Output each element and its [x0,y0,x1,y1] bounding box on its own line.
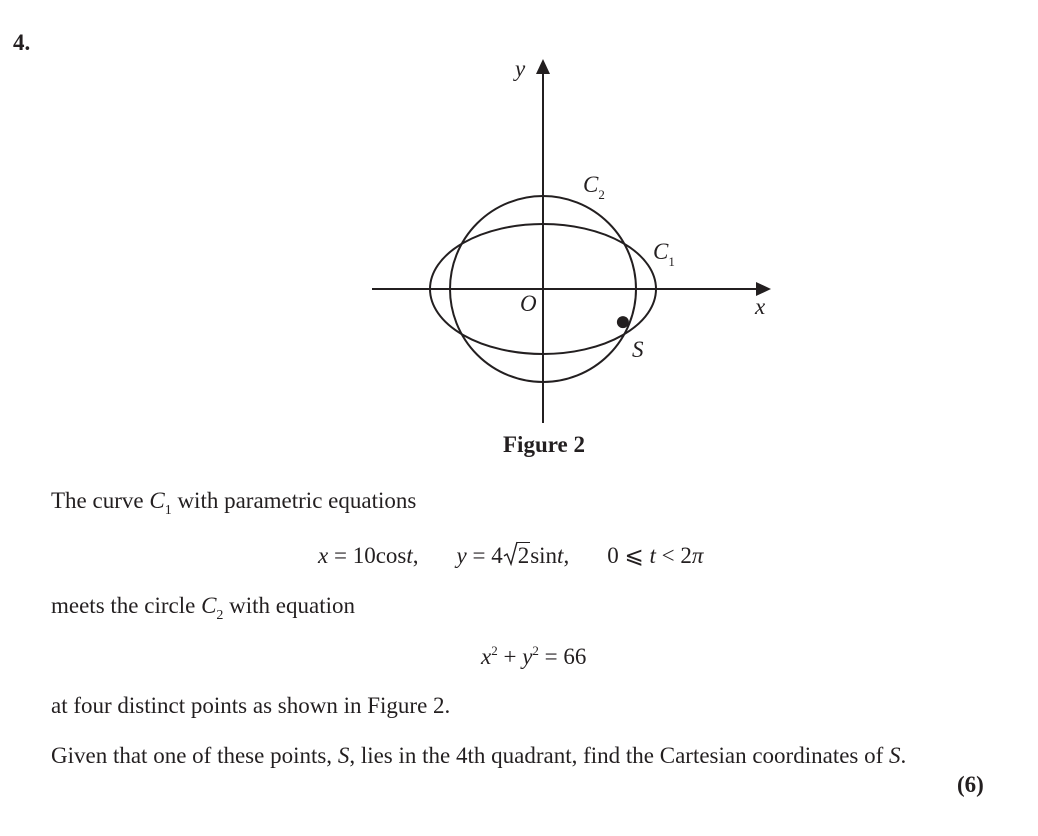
eq-fragment: = 66 [538,644,587,669]
subscript: 2 [216,608,224,623]
superscript: 2 [532,643,539,658]
text-fragment: , lies in the 4th quadrant, find the Cartesian coordinates of [349,743,890,768]
eq-fragment: = 4 [466,543,503,568]
var-s: S [889,743,901,768]
text-fragment: Given that one of these points, [51,743,338,768]
text-fragment: The curve [51,488,150,513]
eq-fragment: , [563,543,570,568]
x-axis-label: x [755,294,766,319]
var-y: y [522,644,533,669]
eq-fragment: , [412,543,419,568]
point-s-label: S [632,337,644,362]
c2-label-sub: 2 [598,187,605,202]
var-s: S [337,743,350,768]
text-fragment: meets the circle [51,593,202,618]
eq-fragment: < 2 [655,543,692,568]
c2-label-letter: C [583,172,599,197]
superscript: 2 [491,643,498,658]
var-y: y [456,543,467,568]
var-t: t [557,543,564,568]
var-c: C [149,488,165,513]
parametric-equations [318,543,703,569]
y-axis-label: y [515,56,526,81]
figure-caption: Figure 2 [503,432,585,457]
sqrt-argument: 2 [517,543,530,568]
var-x: x [318,543,329,568]
symbol-pi: π [691,543,704,568]
c2-label [583,172,605,202]
var-t: t [406,543,413,568]
text-fragment: with equation [223,593,355,618]
text-line-four-points: at four distinct points as shown in Figure 2. [51,693,451,718]
eq-fragment: = 10cos [328,543,407,568]
subscript: 1 [164,503,172,518]
c1-label-letter: C [653,239,669,264]
y-axis-arrow-icon [536,59,550,74]
c1-label-sub: 1 [668,254,675,269]
text-line-circle-c2 [51,593,355,624]
circle-equation [481,643,586,670]
eq-fragment: 0 ⩽ [607,543,650,568]
origin-label: O [520,291,537,316]
eq-fragment: + [497,644,523,669]
c1-label [653,239,675,269]
var-t: t [649,543,656,568]
marks-label: (6) [957,772,984,797]
eq-fragment: sin [530,543,558,568]
point-s-marker [617,316,629,328]
question-number: 4. [13,30,31,55]
radical-sign-icon [503,541,518,567]
text-fragment: . [900,743,907,768]
var-c: C [201,593,217,618]
text-fragment: with parametric equations [171,488,417,513]
sqrt-expression [503,543,531,569]
text-line-find-s [51,743,906,769]
var-x: x [481,644,492,669]
text-line-curve-c1 [51,488,416,519]
